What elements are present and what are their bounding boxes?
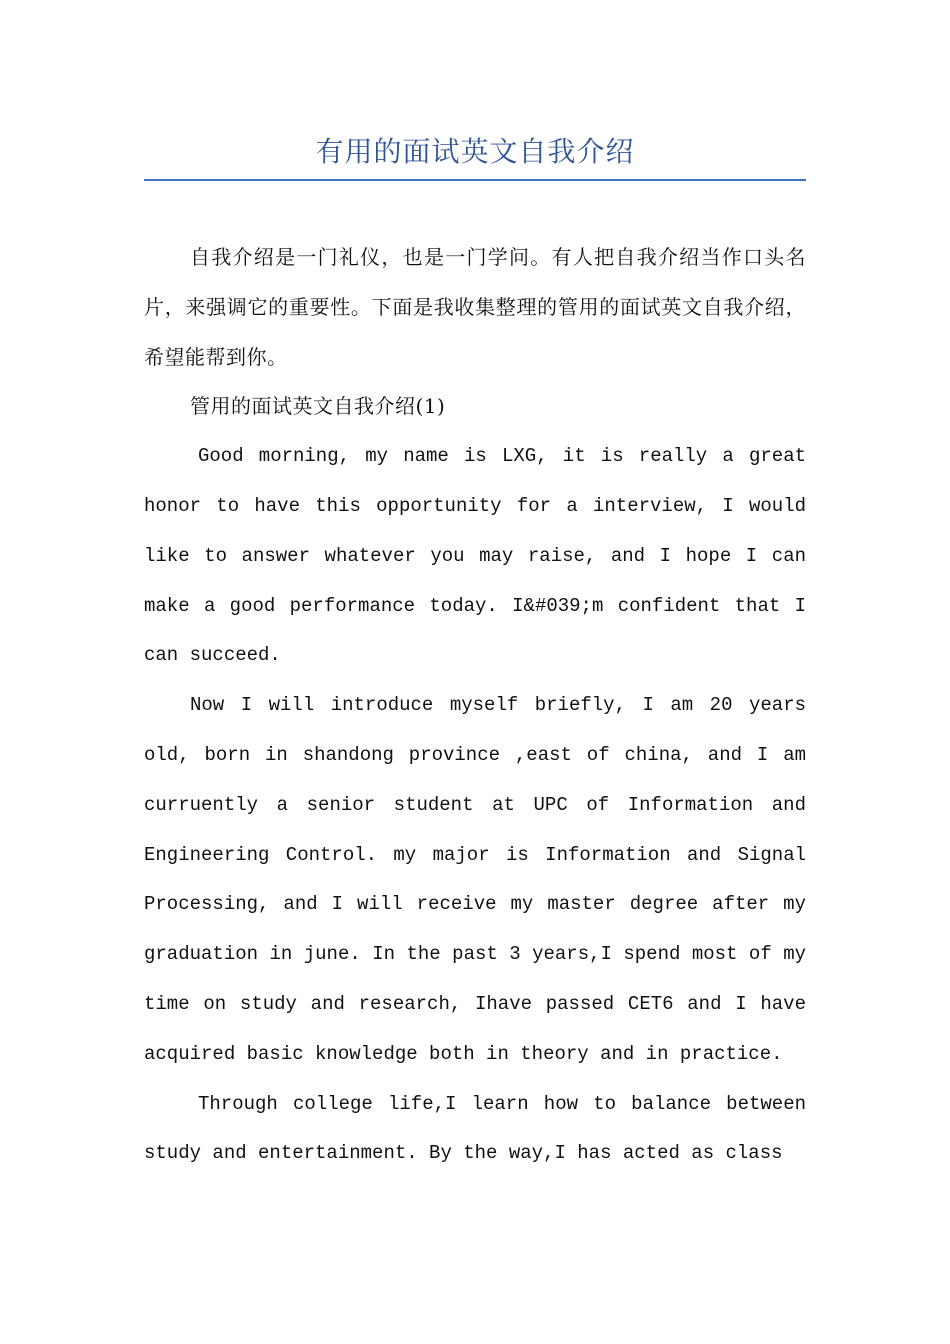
title-underline [144, 179, 806, 181]
document-title: 有用的面试英文自我介绍 [315, 135, 635, 168]
paragraph-greeting: Good morning, my name is LXG, it is really a great honor to have this opportunity for a interview, I would like to answer whatever you may raise, and I hope I can make a good performance today. I&#039;m confident that I can succeed. [144, 445, 806, 667]
paragraph-college-life: Through college life,I learn how to balance between study and entertainment. By the way,I has acted as class [144, 1092, 806, 1165]
section-heading: 管用的面试英文自我介绍(1) [190, 394, 446, 419]
paragraph-background: Now I will introduce myself briefly, I am 20 years old, born in shandong province ,east of china, and I am curruently a senior student at UPC of Information and Engineering Control. my major is Information and Signal Processing, and I will receive my master degree after my graduation in june. In the past 3 years,I spend most of my time on study and research, Ihave passed CET6 and I have acquired basic knowledge both in theory and in practice. [144, 694, 806, 1065]
document-body [144, 233, 806, 1179]
paragraph-intro: 自我介绍是一门礼仪，也是一门学问。有人把自我介绍当作口头名片，来强调它的重要性。下面是我收集整理的管用的面试英文自我介绍，希望能帮到你。 [144, 245, 806, 369]
